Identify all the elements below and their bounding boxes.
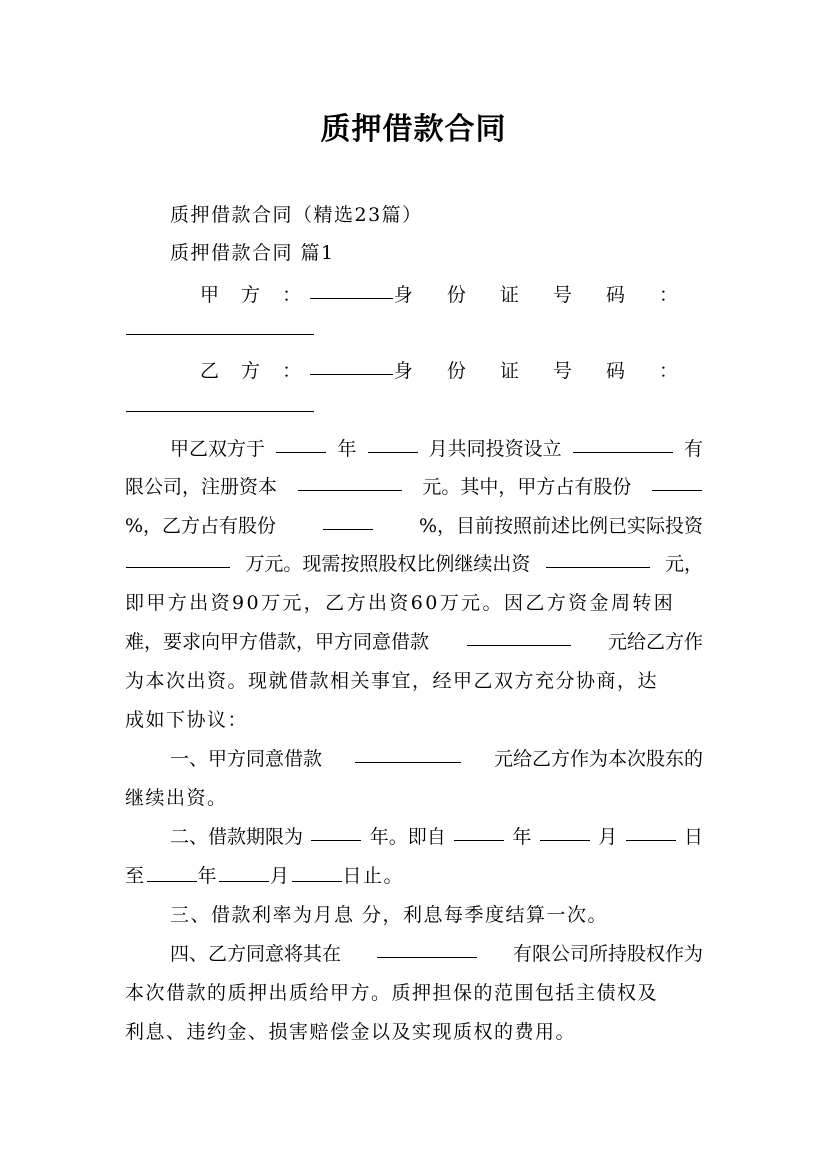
line-text: %，目前按照前述比例已实际投资	[418, 515, 703, 537]
loan-amount-blank	[467, 627, 571, 646]
pledged-company-blank	[377, 939, 477, 958]
further-capital-blank	[546, 549, 650, 568]
capital-blank	[298, 472, 402, 491]
clause-4-line	[170, 939, 703, 966]
clause-3-line: 三、借款利率为月息 分，利息每季度结算一次。	[170, 904, 609, 926]
line-text: 元给乙方作	[607, 631, 703, 653]
share-b-blank	[323, 511, 373, 530]
line-text: 月共同投资设立	[428, 438, 562, 460]
term-years-blank	[311, 822, 361, 841]
party-a-name-blank	[310, 280, 393, 299]
body-line	[125, 511, 703, 538]
line-text: 月	[270, 865, 291, 887]
line-text: 二、借款期限为	[170, 826, 304, 848]
line-text: 难，要求向甲方借款，甲方同意借款	[125, 631, 430, 653]
line-text: 日	[683, 826, 703, 848]
party-a-id-blank	[126, 316, 314, 335]
line-text: 有	[683, 438, 703, 460]
line-text: 一、甲方同意借款	[170, 748, 323, 770]
end-month-blank	[219, 863, 269, 882]
party-a-label: 甲 方 ：	[200, 284, 310, 306]
line-text: 元。其中，甲方占有股份	[422, 476, 632, 498]
start-day-blank	[626, 822, 676, 841]
clause-1-line	[170, 744, 703, 771]
line-text: 年。即自	[369, 826, 446, 848]
body-line: 本次借款的质押出质给甲方。质押担保的范围包括主债权及	[125, 982, 659, 1004]
line-text: 有限公司所持股权作为	[512, 943, 703, 965]
line-text: 元给乙方作为本次股东的	[493, 748, 703, 770]
party-b-label: 乙 方 ：	[200, 360, 310, 382]
party-a-id-line	[125, 316, 703, 340]
line-text: 元，	[664, 553, 703, 575]
body-line	[125, 627, 703, 654]
line-text: 至	[125, 865, 146, 887]
party-b-name-blank	[310, 356, 393, 375]
clause-1-amount-blank	[355, 744, 461, 763]
line-text: 年	[197, 865, 219, 887]
section-heading: 质押借款合同 篇1	[170, 242, 335, 264]
body-line	[170, 434, 703, 461]
party-b-row	[200, 356, 692, 383]
body-line: 继续出资。	[125, 787, 228, 809]
party-b-id-label: 身 份 证 号 码 ：	[393, 360, 692, 382]
clause-2-line	[170, 822, 703, 849]
party-a-id-label: 身 份 证 号 码 ：	[393, 284, 692, 306]
invested-blank	[126, 549, 230, 568]
line-text: 年	[337, 438, 357, 460]
body-line	[125, 472, 703, 499]
line-text: 限公司，注册资本	[125, 476, 278, 498]
end-day-blank	[292, 863, 342, 882]
line-text: 年	[512, 826, 532, 848]
line-text: 甲乙双方于	[170, 438, 266, 460]
line-text: 月	[598, 826, 618, 848]
party-b-id-line	[125, 393, 703, 417]
line-text: %，乙方占有股份	[125, 515, 277, 537]
party-b-id-blank	[126, 393, 314, 412]
share-a-blank	[652, 472, 702, 491]
line-text: 四、乙方同意将其在	[170, 943, 342, 965]
party-a-row	[200, 280, 692, 307]
line-text: 日止。	[342, 865, 405, 887]
company-blank	[573, 434, 673, 453]
start-year-blank	[454, 822, 504, 841]
document-title: 质押借款合同	[320, 112, 507, 147]
line-text: 万元。现需按照股权比例继续出资	[245, 553, 531, 575]
body-line: 成如下协议：	[125, 709, 249, 731]
start-month-blank	[540, 822, 590, 841]
body-line	[125, 861, 703, 888]
body-line: 利息、违约金、损害赔偿金以及实现质权的费用。	[125, 1021, 577, 1043]
body-line	[125, 549, 703, 576]
month-blank	[368, 434, 418, 453]
body-line: 为本次出资。现就借款相关事宜，经甲乙双方充分协商，达	[125, 670, 659, 692]
document-subtitle: 质押借款合同（精选23篇）	[170, 204, 423, 226]
year-blank	[276, 434, 326, 453]
end-year-blank	[147, 863, 197, 882]
body-line: 即甲方出资90万元，乙方出资60万元。因乙方资金周转困	[125, 592, 676, 614]
